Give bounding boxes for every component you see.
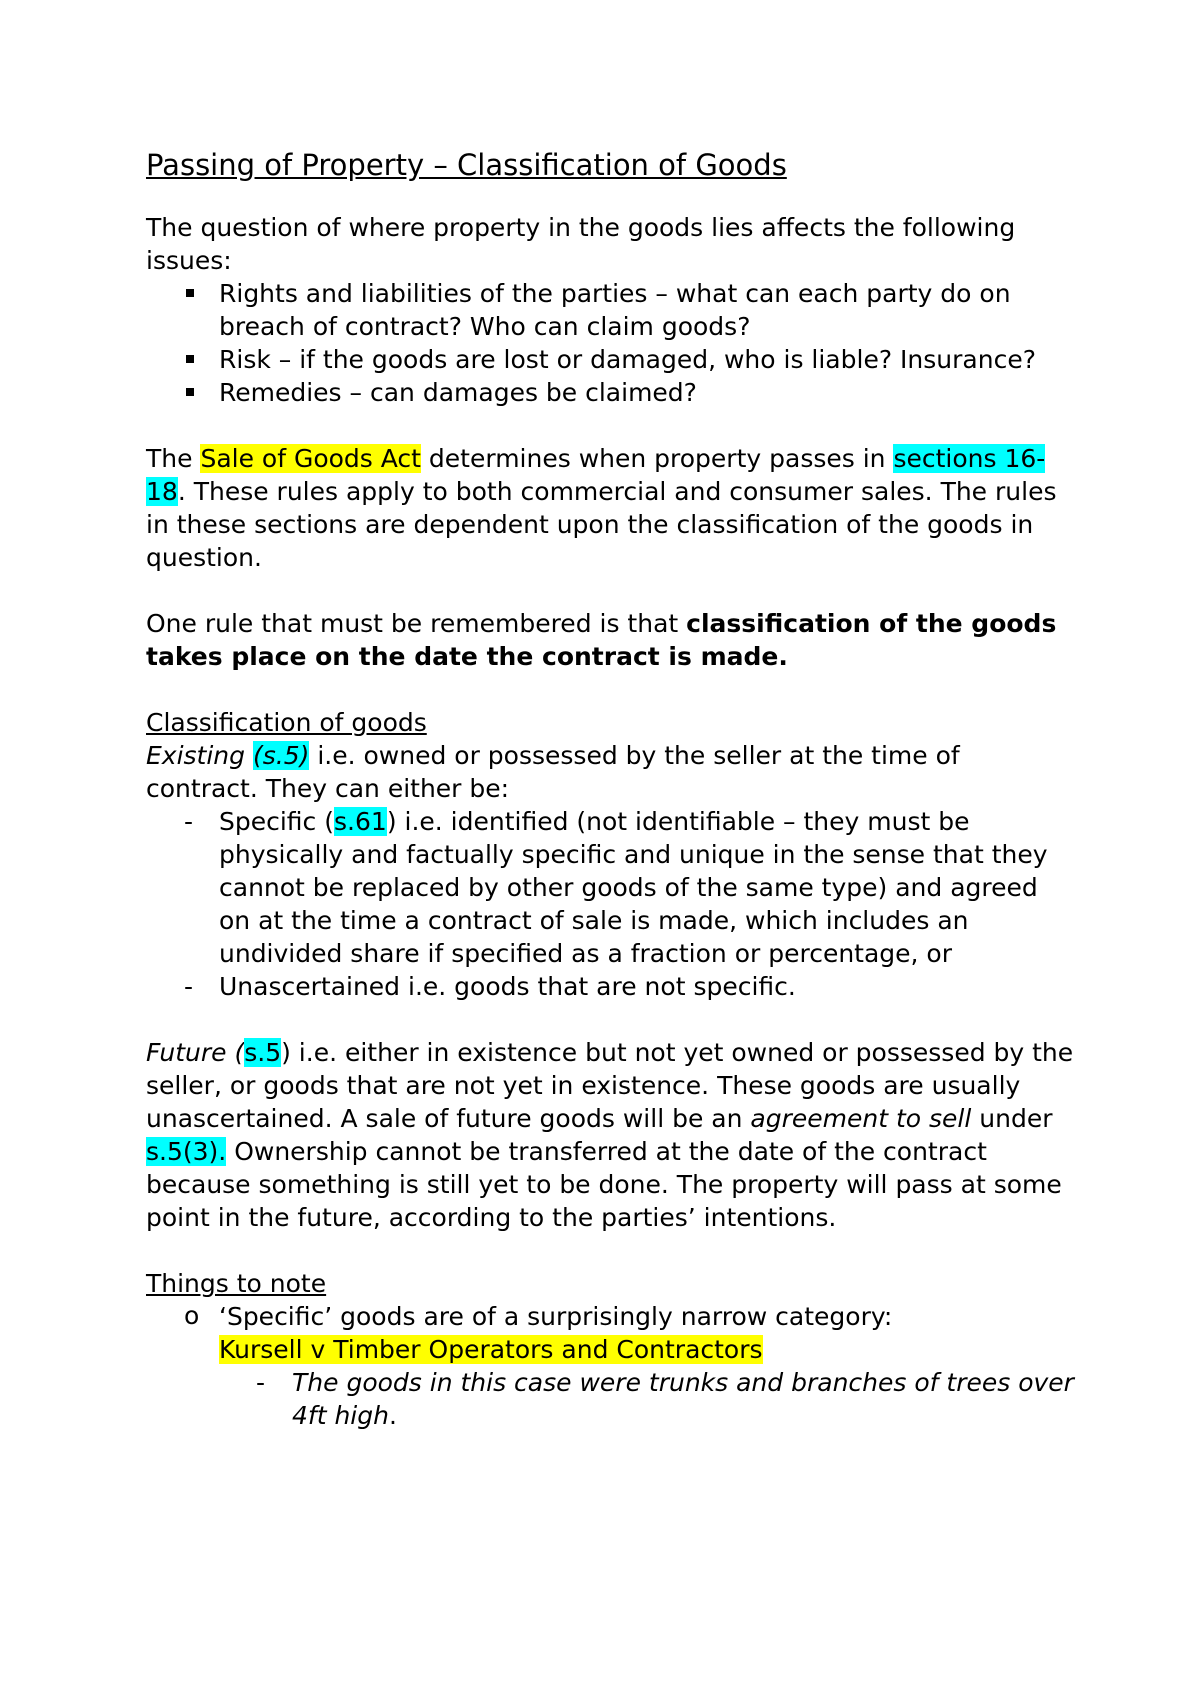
notes-list	[146, 1300, 1076, 1366]
document-title: Passing of Property – Classification of Goods	[146, 148, 787, 182]
bold-rule: classification of the goods takes place on the date the contract is made.	[146, 609, 1057, 671]
highlight-sale-of-goods-act: Sale of Goods Act	[200, 444, 421, 473]
list-item	[146, 805, 1076, 970]
highlight-s5: (s.5)	[252, 741, 310, 770]
text-run: ) i.e. identified (not identifiable – they must be physically and factually specific and unique in the sense that they cannot be replaced by other goods of the same type) and agreed on at the time a contract of sale is made, which includes an undivided share if specified as a fraction or percentage, or	[219, 807, 1048, 968]
text-run: . These rules apply to both commercial and consumer sales. The rules in these sections are dependent upon the classification of the goods in question.	[146, 477, 1057, 572]
text-run: ) i.e. either in existence but not yet owned or possessed by the seller, or goods that are not yet in existence. These goods are usually unascertained. A sale of future goods will be an	[146, 1038, 1074, 1133]
spacer	[146, 673, 1076, 706]
highlight-sections: sections 16-18	[146, 444, 1046, 506]
classification-heading: Classification of goods	[146, 708, 427, 737]
rule-paragraph	[146, 607, 1076, 673]
spacer	[146, 1234, 1076, 1267]
spacer	[146, 574, 1076, 607]
text-run: under	[971, 1104, 1053, 1133]
list-item: Remedies – can damages be claimed?	[146, 376, 1076, 409]
text-run: One rule that must be remembered is that	[146, 609, 687, 638]
text-run: determines when property passes in	[420, 444, 894, 473]
case-notes-list	[146, 1366, 1076, 1432]
list-item	[146, 1366, 1076, 1432]
existing-paragraph	[146, 739, 1076, 805]
list-item: Rights and liabilities of the parties – what can each party do on breach of contract? Who can claim goods?	[146, 277, 1076, 343]
intro-paragraph: The question of where property in the goods lies affects the following issues:	[146, 213, 1016, 275]
italic-agreement-to-sell: agreement to sell	[750, 1104, 972, 1133]
list-item	[146, 1300, 1076, 1366]
highlight-case-name: Kursell v Timber Operators and Contractors	[219, 1335, 763, 1364]
spacer	[146, 409, 1076, 442]
spacer	[146, 1003, 1076, 1036]
document-page	[146, 146, 1076, 1432]
highlight-s5-future: s.5	[244, 1038, 282, 1067]
notes-heading: Things to note	[146, 1269, 327, 1298]
text-run: .	[388, 1401, 397, 1430]
highlight-s5-3: s.5(3).	[146, 1137, 227, 1166]
text-run: The	[146, 444, 201, 473]
list-item: - Unascertained i.e. goods that are not specific.	[146, 970, 1076, 1003]
italic-case-note: The goods in this case were trunks and branches of trees over 4ft high	[292, 1368, 1074, 1430]
highlight-s61: s.61	[334, 807, 387, 836]
text-run: Ownership cannot be transferred at the date of the contract because something is still yet to be done. The property will pass at some point in the future, according to the parties’ intentions.	[146, 1137, 1062, 1232]
text-run	[245, 741, 253, 770]
list-item: Risk – if the goods are lost or damaged, who is liable? Insurance?	[146, 343, 1076, 376]
text-run: ‘Specific’ goods are of a surprisingly narrow category:	[219, 1302, 893, 1331]
text-run: i.e. owned or possessed by the seller at the time of contract. They can either be:	[146, 741, 960, 803]
text-run: Specific (	[219, 807, 335, 836]
issues-list	[146, 277, 1076, 409]
future-paragraph	[146, 1036, 1076, 1234]
existing-label: Existing	[146, 741, 246, 770]
act-paragraph	[146, 442, 1076, 574]
future-label: Future (	[146, 1038, 245, 1067]
existing-types-list	[146, 805, 1076, 1003]
